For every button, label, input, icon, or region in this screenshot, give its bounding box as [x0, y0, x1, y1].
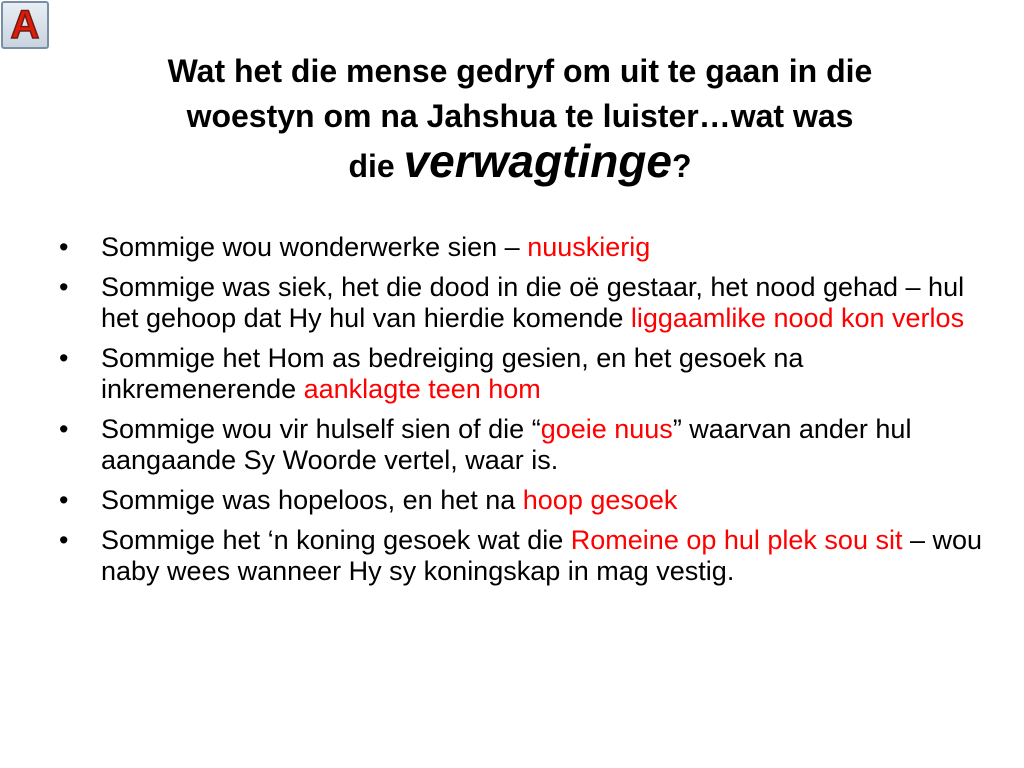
bullet-highlight: liggaamlike nood kon verlos: [630, 303, 965, 333]
slide-badge: [1, 1, 49, 49]
bullet-text-after: – wou naby wees wanneer Hy sy koningskap in mag vestig.: [101, 525, 983, 586]
title-emphasis: verwagtinge: [403, 135, 672, 188]
title-question-mark: ?: [672, 148, 692, 185]
bullet-list: [56, 232, 986, 596]
bullet-highlight: aanklagte teen hom: [303, 374, 541, 404]
bullet-item: [56, 525, 986, 587]
bullet-text: Sommige wou wonderwerke sien –: [101, 232, 528, 262]
bullet-text: Sommige het Hom as bedreiging gesien, en het gesoek na inkremenerende: [101, 343, 804, 404]
bullet-item: [56, 485, 986, 516]
title-line-3-prefix: die: [348, 148, 404, 185]
title-line-2: woestyn om na Jahshua te luister…wat was: [186, 98, 854, 135]
bullet-text: Sommige was siek, het die dood in die oë gestaar, het nood gehad – hul het gehoop dat Hy hul van hierdie komende: [101, 272, 965, 333]
bullet-item: [56, 414, 986, 476]
bullet-highlight: goeie nuus: [540, 414, 673, 444]
bullet-item: [56, 343, 986, 405]
badge-letter: A: [10, 3, 40, 47]
bullet-highlight: nuuskierig: [527, 232, 651, 262]
bullet-text: Sommige het ‘n koning gesoek wat die: [101, 525, 571, 555]
slide-title: [50, 49, 990, 189]
bullet-highlight: Romeine op hul plek sou sit: [570, 525, 903, 555]
bullet-text: Sommige wou vir hulself sien of die “: [101, 414, 541, 444]
bullet-item: [56, 272, 986, 334]
title-line-1: Wat het die mense gedryf om uit te gaan in die: [167, 53, 873, 90]
bullet-item: [56, 232, 986, 263]
bullet-text: Sommige was hopeloos, en het na: [101, 485, 523, 515]
bullet-highlight: hoop gesoek: [522, 485, 678, 515]
bullet-text-after: ” waarvan ander hul aangaande Sy Woorde vertel, waar is.: [101, 414, 912, 475]
